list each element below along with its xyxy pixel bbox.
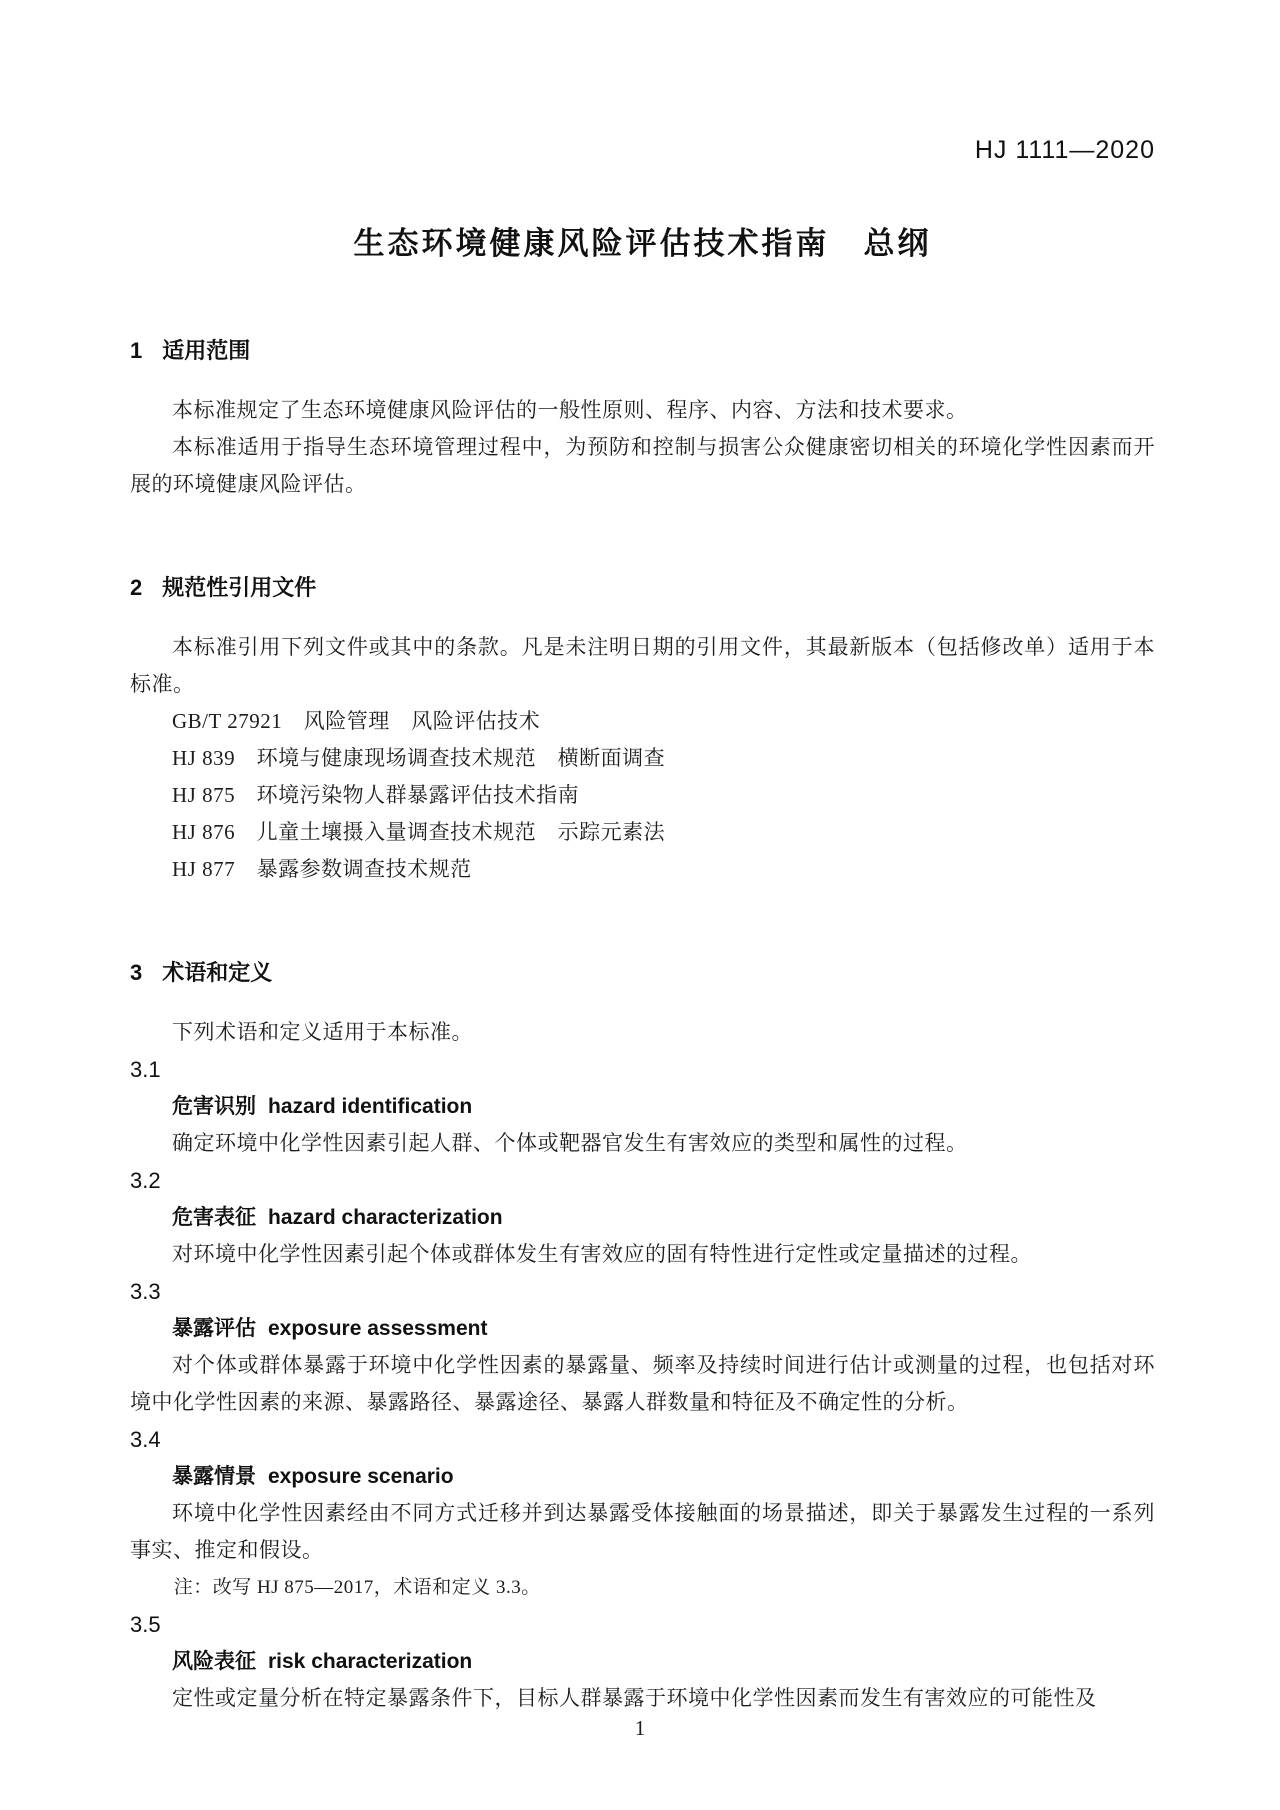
paragraph: 本标准适用于指导生态环境管理过程中，为预防和控制与损害公众健康密切相关的环境化学性因素而开展的环境健康风险评估。	[130, 435, 1155, 496]
term-number: 3.1	[130, 1057, 161, 1082]
term-chinese: 风险表征	[172, 1650, 256, 1673]
term-definition: 环境中化学性因素经由不同方式迁移并到达暴露受体接触面的场景描述，即关于暴露发生过程的一系列事实、推定和假设。	[130, 1501, 1155, 1562]
reference-item: HJ 877 暴露参数调查技术规范	[172, 857, 472, 881]
section-number: 3	[130, 960, 143, 985]
note: 注：改写 HJ 875—2017，术语和定义 3.3。	[173, 1577, 541, 1598]
term-definition: 对个体或群体暴露于环境中化学性因素的暴露量、频率及持续时间进行估计或测量的过程，也包括对环境中化学性因素的来源、暴露路径、暴露途径、暴露人群数量和特征及不确定性的分析。	[130, 1353, 1155, 1414]
term-heading	[130, 1088, 1155, 1125]
section-heading-1	[130, 336, 1155, 366]
section-heading-3	[130, 958, 1155, 988]
term-chinese: 暴露评估	[172, 1317, 256, 1340]
document-title: 生态环境健康风险评估技术指南 总纲	[353, 226, 932, 261]
term-english: risk characterization	[268, 1650, 473, 1673]
term-chinese: 危害表征	[172, 1206, 256, 1229]
section-title: 适用范围	[162, 338, 251, 363]
paragraph: 下列术语和定义适用于本标准。	[172, 1020, 473, 1044]
paragraph: 本标准规定了生态环境健康风险评估的一般性原则、程序、内容、方法和技术要求。	[172, 398, 968, 422]
reference-item: HJ 839 环境与健康现场调查技术规范 横断面调查	[172, 746, 666, 770]
term-number: 3.4	[130, 1427, 161, 1452]
term-definition: 确定环境中化学性因素引起人群、个体或靶器官发生有害效应的类型和属性的过程。	[172, 1131, 968, 1155]
term-chinese: 危害识别	[172, 1095, 256, 1118]
term-english: hazard characterization	[268, 1206, 503, 1229]
term-heading	[130, 1643, 1155, 1680]
term-chinese: 暴露情景	[172, 1465, 256, 1488]
term-definition: 定性或定量分析在特定暴露条件下，目标人群暴露于环境中化学性因素而发生有害效应的可能性及	[172, 1686, 1097, 1710]
section-number: 2	[130, 575, 143, 600]
reference-item: HJ 875 环境污染物人群暴露评估技术指南	[172, 783, 580, 807]
term-number: 3.5	[130, 1612, 161, 1637]
term-english: exposure assessment	[268, 1317, 488, 1340]
reference-item: HJ 876 儿童土壤摄入量调查技术规范 示踪元素法	[172, 820, 666, 844]
term-heading	[130, 1458, 1155, 1495]
term-english: hazard identification	[268, 1095, 473, 1118]
term-number: 3.2	[130, 1168, 161, 1193]
section-title: 规范性引用文件	[162, 575, 317, 600]
reference-item: GB/T 27921 风险管理 风险评估技术	[172, 709, 541, 733]
section-title: 术语和定义	[162, 960, 273, 985]
term-heading	[130, 1310, 1155, 1347]
section-number: 1	[130, 338, 143, 363]
term-english: exposure scenario	[268, 1465, 454, 1488]
section-heading-2	[130, 573, 1155, 603]
term-number: 3.3	[130, 1279, 161, 1304]
doc-number: HJ 1111—2020	[974, 136, 1155, 164]
term-heading	[130, 1199, 1155, 1236]
paragraph: 本标准引用下列文件或其中的条款。凡是未注明日期的引用文件，其最新版本（包括修改单）适用于本标准。	[130, 635, 1155, 696]
term-definition: 对环境中化学性因素引起个体或群体发生有害效应的固有特性进行定性或定量描述的过程。	[172, 1242, 1032, 1266]
page-number: 1	[634, 1716, 646, 1740]
